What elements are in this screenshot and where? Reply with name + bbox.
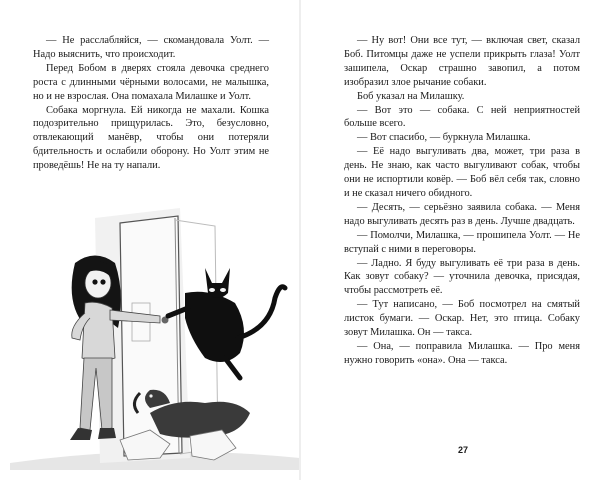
page-number: 27: [458, 445, 469, 455]
paragraph: — Не расслабляйся, — скомандовала Уолт. — Надо выяснить, что происходит.: [33, 35, 269, 60]
paragraph: — Тут написано, — Боб посмотрел на смятый листок бумаги. — Оскар. Нет, это птица. Собаку зовут Милашка. Он — такса.: [344, 299, 580, 339]
paragraph: — Она, — поправила Милашка. — Про меня нужно говорить «она». Она — такса.: [344, 340, 580, 366]
paragraph: Собака моргнула. Ей никогда не махали. Кошка подозрительно прищурилась. Это, безусловно, отвлекающий манёвр, чтобы они потеряли бдительность и ослабили оборону. Но Уолт этим не проведёшь! Не на ту напали.: [33, 104, 269, 172]
illustration: [0, 208, 300, 470]
right-page-text: [344, 34, 580, 368]
paragraph: — Ну вот! Они все тут, — включая свет, сказал Боб. Питомцы даже не успели прикрыть глаза! Уолт зашипела, Оскар страшно завопил, а потом изобразил злое рычание собаки.: [344, 35, 580, 88]
paragraph: — Помолчи, Милашка, — прошипела Уолт. — Не вступай с ними в переговоры.: [344, 229, 580, 255]
paragraph: — Её надо выгуливать два, может, три раза в день. Не знаю, как часто выгуливают собак, чтобы они не испортили ковёр. — Боб вёл себя так, словно и не сказал ничего обидного.: [344, 146, 580, 199]
paragraph: — Вот это — собака. С ней неприятностей больше всего.: [344, 104, 580, 130]
paragraph: — Вот спасибо, — буркнула Милашка.: [357, 132, 531, 144]
paragraph: — Десять, — серьёзно заявила собака. — Меня надо выгуливать десять раз в день. Лучше двадцать.: [344, 201, 580, 227]
paragraph: Перед Бобом в дверях стояла девочка среднего роста с длинными чёрными волосами, не малышка, но и не взрослая. Она помахала Милашке и Уолт.: [33, 62, 269, 102]
paragraph: — Ладно. Я буду выгуливать её три раза в день. Как зовут собаку? — уточнила девочка, присядая, чтобы рассмотреть её.: [344, 257, 580, 297]
paragraph: Боб указал на Милашку.: [357, 90, 465, 102]
left-page-text: [33, 34, 269, 173]
